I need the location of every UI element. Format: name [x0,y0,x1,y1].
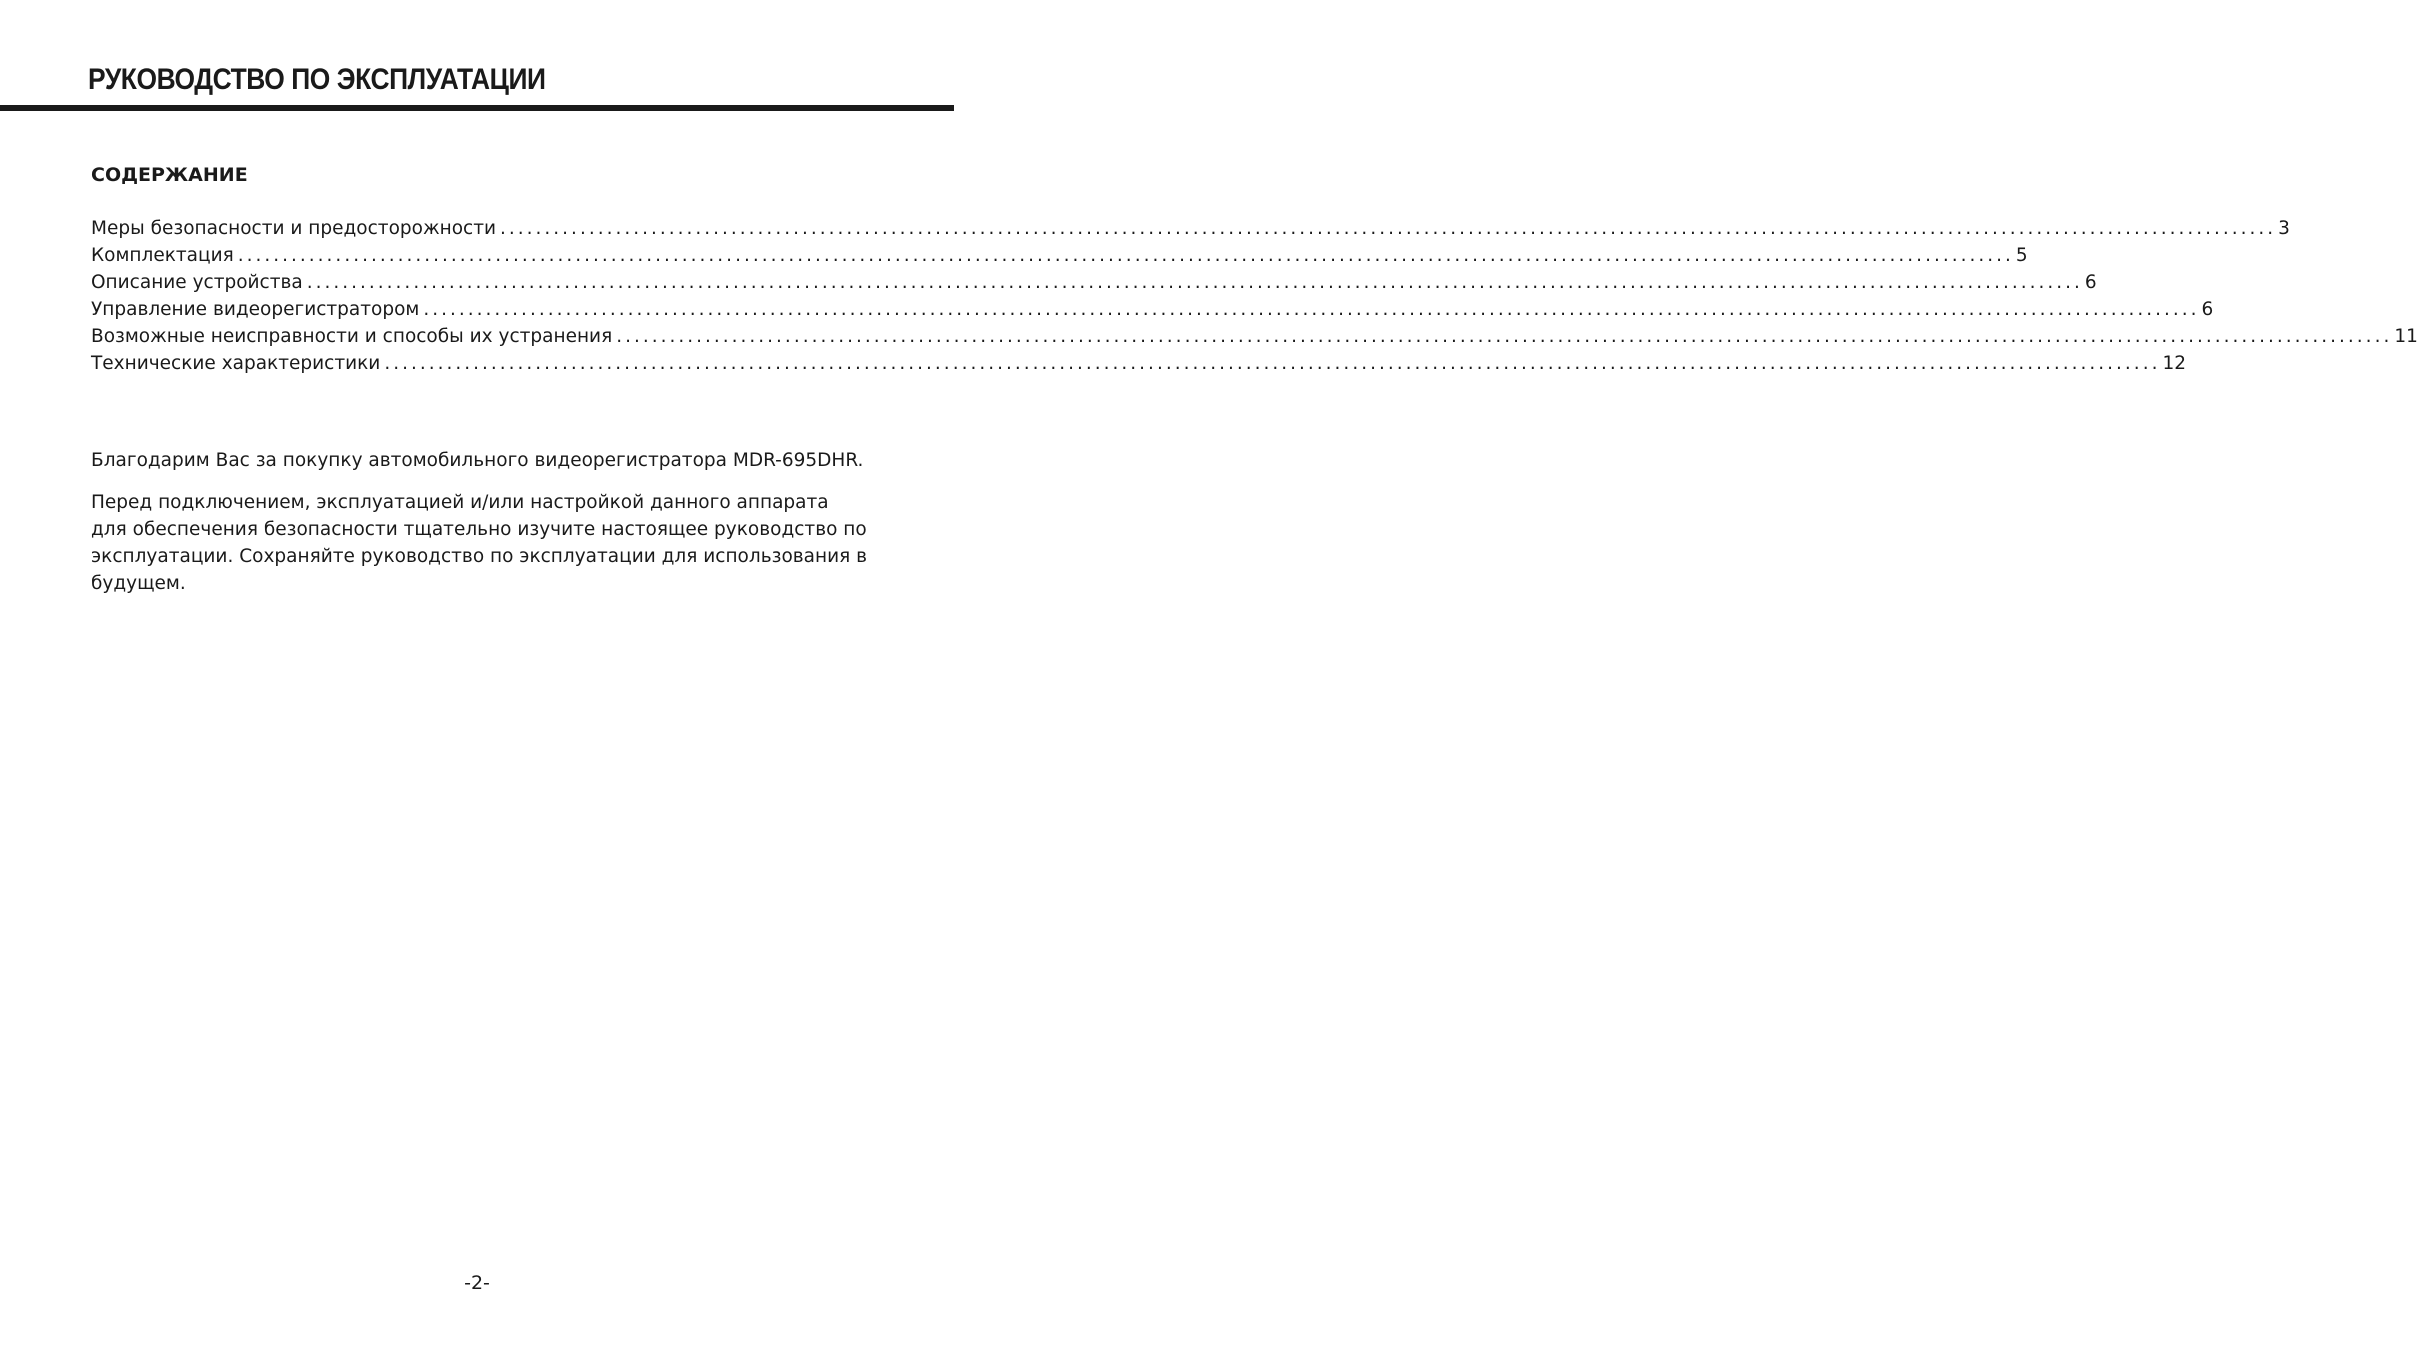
toc-leader-dots: ........................................................................................................................................................................................................ [384,353,2161,374]
toc-item-safety[interactable] [91,215,2290,242]
toc-leader-dots: ........................................................................................................................................................................................................ [616,326,2393,347]
document-title: РУКОВОДСТВО ПО ЭКСПЛУАТАЦИИ [88,63,546,96]
intro-instructions-paragraph: Перед подключением, эксплуатацией и/или настройкой данного аппарата для обеспечения безопасности тщательно изучите настоящее руководство по эксплуатации. Сохраняйте руководство по эксплуатации для использования в будущем. [91,492,868,594]
toc-item-label: Возможные неисправности и способы их устранения [91,326,613,347]
toc-item-page: 12 [2162,353,2186,374]
toc-item-label: Комплектация [91,245,234,266]
toc-item-page: 3 [2278,218,2290,239]
toc-heading: СОДЕРЖАНИЕ [91,164,248,186]
toc-item-page: 6 [2201,299,2214,320]
toc-item-package[interactable] [91,242,2028,269]
toc-item-label: Меры безопасности и предосторожности [91,218,497,239]
toc-item-description[interactable] [91,269,2097,296]
toc-leader-dots: ........................................................................................................................................................................................................ [237,245,2014,266]
toc-item-page: 5 [2015,245,2028,266]
toc-leader-dots: ........................................................................................................................................................................................................ [500,218,2277,239]
toc-leader-dots: ........................................................................................................................................................................................................ [423,299,2200,320]
page-number: -2- [464,1272,490,1294]
table-of-contents [91,215,2418,377]
toc-item-specifications[interactable] [91,350,2186,377]
toc-item-label: Управление видеорегистратором [91,299,420,320]
toc-item-label: Технические характеристики [91,353,381,374]
toc-item-troubleshooting[interactable] [91,323,2418,350]
toc-item-label: Описание устройства [91,272,303,293]
toc-item-control[interactable] [91,296,2214,323]
intro-thanks-paragraph: Благодарим Вас за покупку автомобильного видеорегистратора MDR-695DHR. [91,450,864,471]
toc-item-page: 11 [2394,326,2418,347]
header-rule [0,105,954,111]
toc-item-page: 6 [2084,272,2097,293]
toc-leader-dots: ........................................................................................................................................................................................................ [306,272,2083,293]
